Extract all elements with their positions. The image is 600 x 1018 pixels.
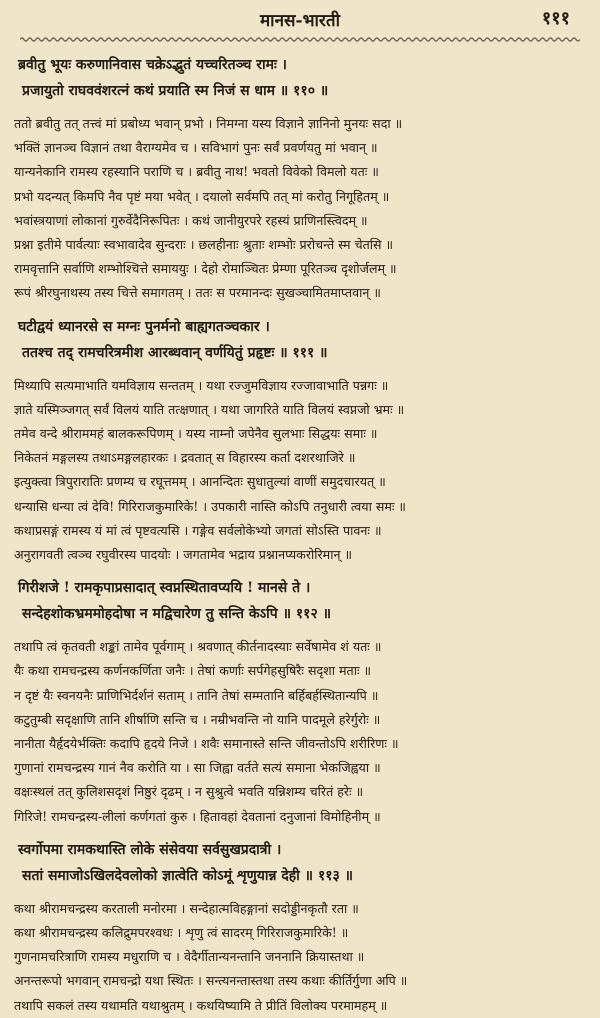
commentary <box>14 635 586 829</box>
commentary-line: भवांस्त्रयाणां लोकानां गुरुर्वेदैनिरूपितः । कथं जानीयुरपरे रहस्यं प्राणिनस्त्विदम् ॥ <box>14 212 368 228</box>
commentary-line: निकेतनं मङ्गलस्य तथाऽमङ्गलहारकः । द्रवतात् स विहारस्य कर्ता दशरथाजिरे ॥ <box>14 450 356 466</box>
verse-line: सतां समाजोऽखिलदेवलोको ज्ञात्वेति कोऽमूं शृणुयान्न देही ॥ ११३ ॥ <box>22 867 354 884</box>
commentary-line: प्रभो यदन्यत् किमपि नैव पृष्टं मया भवेत् । दयालो सर्वमपि तत् मां करोतु निगूहितम् ॥ <box>14 188 390 204</box>
page-content <box>14 52 586 1018</box>
commentary-line: तथापि सकलं तस्य यथामति यथाश्रुतम् । कथयिष्यामि ते प्रीतिं विलोक्य परमामहम् ॥ <box>14 997 388 1013</box>
commentary-line: धन्यासि धन्या त्वं देवि! गिरिराजकुमारिके! । उपकारी नास्ति कोऽपि तनुधारी त्वया समः ॥ <box>14 498 406 514</box>
commentary-line: इत्युक्त्वा त्रिपुरारातिः प्रणम्य च रघूत्तमम् । आनन्दितः सुधातुल्यां वाणीं समुदचारयत् ॥ <box>14 474 386 490</box>
verse-line: स्वर्गोपमा रामकथास्ति लोके संसेवया सर्वसुखप्रदात्री । <box>18 841 282 858</box>
verse <box>14 575 586 627</box>
commentary-line: यैः कथा रामचन्द्रस्य कर्णनकर्णिता जनैः । तेषां कर्णाः सर्पगेहसुषिरैः सदृशा मताः ॥ <box>14 663 372 679</box>
verse-line: घटीद्वयं ध्यानरसे स मग्नः पुनर्मनो बाह्यगतञ्चकार । <box>18 318 270 335</box>
commentary-line: न दृष्टं यैः स्वनयनैः प्राणिभिर्दर्शनं सताम् । तानि तेषां सम्मतानि बर्हिबर्हस्थितान्यपि ॥ <box>14 687 379 703</box>
commentary-line: वक्षःस्थलं तत् कुलिशसदृशं निष्ठुरं दृढम् । न सुश्रुत्वे भवति यन्निशम्य चरितं हरेः ॥ <box>14 784 364 800</box>
commentary <box>14 897 586 1018</box>
commentary-line: अनन्तरूपो भगवान् रामचन्द्रो यथा स्थितः । सन्त्यनन्तास्तथा तस्य कथाः कीर्तिर्गुणा अपि ॥ <box>14 973 408 989</box>
verse-block <box>14 837 586 1018</box>
verse-line: सन्देहशोकभ्रममोहदोषा न मद्विचारेण तु सन्ति केऽपि ॥ ११२ ॥ <box>22 606 331 623</box>
commentary-line: नानीता यैर्हृदयेर्भक्तिः कदापि हृदये निजे । शवैः समानास्ते सन्ति जीवन्तोऽपि शरीरिणः ॥ <box>14 736 399 752</box>
verse-block <box>14 575 586 829</box>
commentary-line: तथापि त्वं कृतवती शङ्कां तामेव पूर्वगाम् । श्रवणात् कीर्तनादस्याः सर्वेषामेव शं यतः ॥ <box>14 639 382 655</box>
commentary-line: गुणनामचरित्राणि रामस्य मधुराणि च । वेदैर्गीतान्यनन्तानि जननानि क्रियास्तथा ॥ <box>14 949 365 965</box>
commentary-line: कथा श्रीरामचन्द्रस्य कलिद्रुमपरश्वधः । शृणु त्वं सादरम् गिरिराजकुमारिके! ॥ <box>14 925 349 941</box>
wavy-header-rule <box>20 36 580 43</box>
verse-line: ब्रवीतु भूयः करुणानिवास चक्रेऽद्भुतं यच्चरितञ्च रामः । <box>18 57 287 73</box>
verse <box>14 314 586 366</box>
verse-line: ततश्च तद् रामचरित्रमीश आरब्धवान् वर्णयितुं प्रहृष्टः ॥ १११ ॥ <box>22 344 328 361</box>
page-number: १११ <box>541 8 570 29</box>
verse-block <box>14 52 586 306</box>
verse <box>14 52 586 104</box>
verse-line: गिरीशजे ! रामकृपाप्रसादात् स्वप्नस्थितावप्ययि ! मानसे ते । <box>18 580 311 597</box>
commentary-line: भक्तिं ज्ञानञ्च विज्ञानं तथा वैराग्यमेव च । सविभागं पुनः सर्वं प्रवर्णयतु मां भवान् ॥ <box>14 140 378 156</box>
verse <box>14 837 586 889</box>
commentary-line: रामवृत्तानि सर्वाणि शम्भोश्चित्ते समाययुः । देहो रोमाञ्चितः प्रेम्णा पूरितञ्च दृशोर्जलम् ॥ <box>14 261 397 277</box>
commentary-line: कथाप्रसङ्गं रामस्य यं मां त्वं पृष्टवत्यसि । गङ्गेव सर्वलोकेभ्यो जगतां सोऽस्ति पावनः ॥ <box>14 522 382 538</box>
verse-block <box>14 314 586 568</box>
commentary-line: रूपं श्रीरघुनाथस्य तस्य चित्ते समागतम् । ततः स परमानन्दः सुखञ्चामितमाप्तवान् ॥ <box>14 285 381 301</box>
page-header <box>14 0 586 44</box>
commentary-line: ततो ब्रवीतु तत् तत्त्वं मां प्रबोध्य भवान् प्रभो । निमग्ना यस्य विज्ञाने ज्ञानिनो मुनयः सदा ॥ <box>14 116 403 131</box>
commentary-line: कथा श्रीरामचन्द्रस्य करताली मनोरमा । सन्देहात्मविहङ्गानां सदोड्डीनकृतौ रता ॥ <box>14 900 359 916</box>
commentary-line: प्रश्ना इतीमे पार्वत्याः स्वभावादेव सुन्दराः । छलहीनाः श्रुताः शम्भोः प्ररोचन्ते स्म चेतसि ॥ <box>14 237 394 253</box>
commentary-line: अनुरागवती त्वञ्च रघुवीरस्य पादयोः । जगतामेव भद्राय प्रश्नानप्यकरोरिमान् ॥ <box>14 547 353 563</box>
commentary-line: यान्यनेकानि रामस्य रहस्यानि पराणि च । ब्रवीतु नाथ! भवतो विवेको विमलो यतः ॥ <box>14 164 379 180</box>
commentary <box>14 112 586 306</box>
commentary-line: तमेव वन्दे श्रीराममहं बालकरूपिणम् । यस्य नाम्नो जपेनैव सुलभाः सिद्धयः समाः ॥ <box>14 426 378 442</box>
commentary-line: ज्ञाते यस्मिञ्जगत् सर्वं विलयं याति तत्क्षणात् । यथा जागरिते याति विलयं स्वप्नजो भ्रमः ॥ <box>14 401 405 417</box>
running-title: मानस-भारती <box>260 11 340 31</box>
commentary-line: गिरिजे! रामचन्द्रस्य-लीलां कर्णगतां कुरु । हितावहां देवतानां दनुजानां विमोहिनीम् ॥ <box>14 808 381 824</box>
commentary-line: गुणानां रामचन्द्रस्य गानं नैव करोति या । सा जिह्वा वर्तते सत्यं समाना भेकजिह्वया ॥ <box>14 760 381 776</box>
verse-line: प्रजायुतो राघववंशरत्नं कथं प्रयाति स्म निजं स धाम ॥ ११० ॥ <box>22 83 329 99</box>
commentary-line: मिथ्यापि सत्यमाभाति यमविज्ञाय सन्ततम् । यथा रज्जुमविज्ञाय रज्जावाभाति पन्नगः ॥ <box>14 377 389 393</box>
commentary-line: कटुतुम्बी सदृक्षाणि तानि शीर्षाणि सन्ति च । नम्रीभवन्ति नो यानि पादमूले हरेर्गुरोः ॥ <box>14 711 381 727</box>
commentary <box>14 374 586 568</box>
